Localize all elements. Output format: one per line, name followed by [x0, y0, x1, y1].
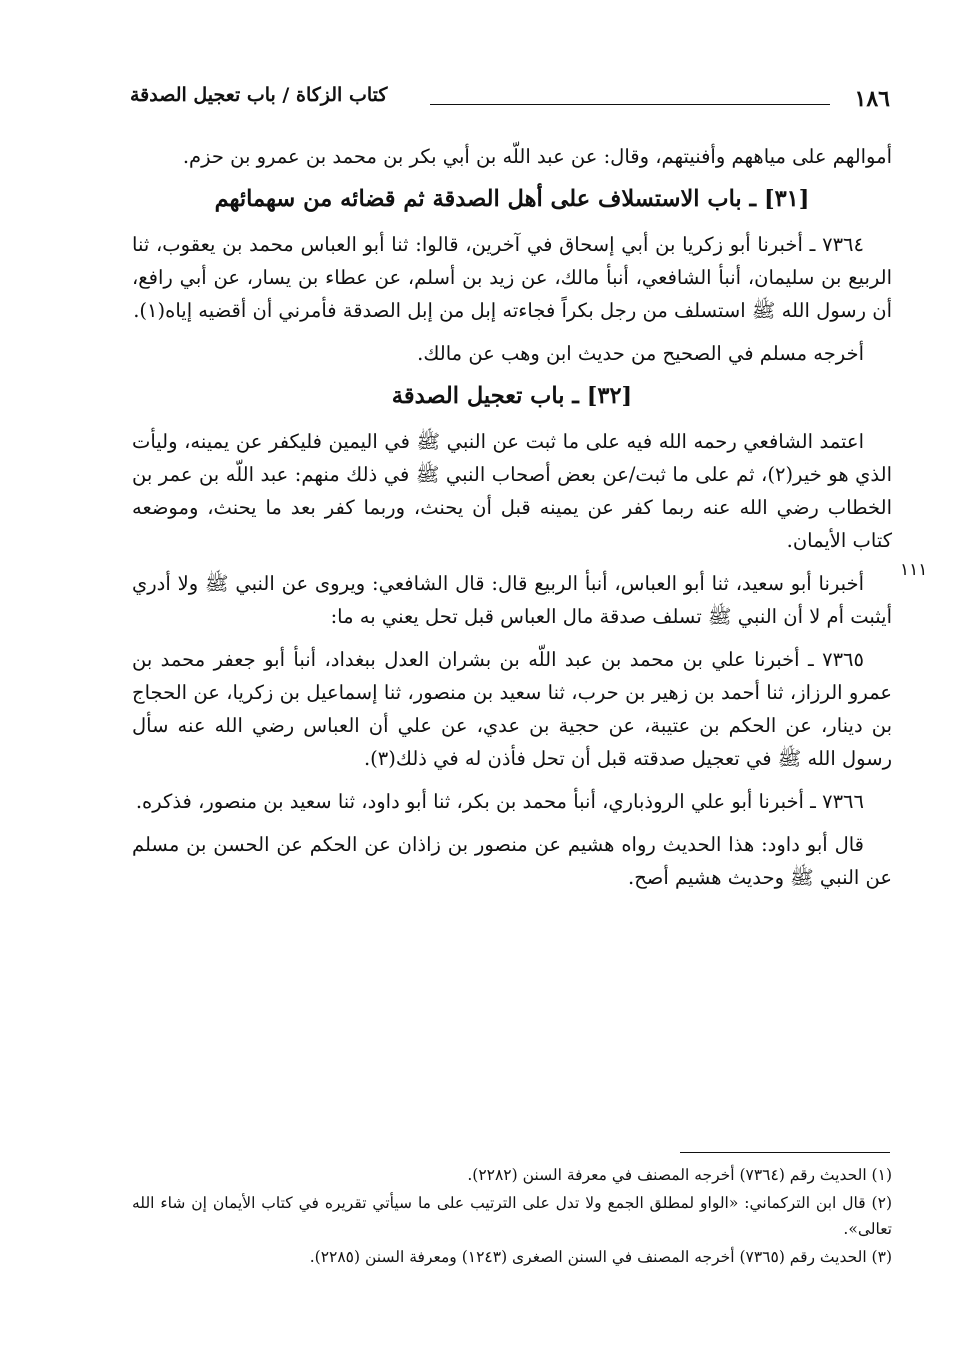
paragraph: ٧٣٦٥ ـ أخبرنا علي بن محمد بن عبد اللّه بن بشران العدل ببغداد، أنبأ أبو جعفر محمد بن عمرو الرزاز، ثنا أحمد بن زهير بن حرب، ثنا سعيد بن منصور، ثنا إسماعيل بن زكريا، عن الحجاج بن دينار، عن الحكم بن عتيبة، عن حجية بن عدي، عن علي أن العباس رضي الله عنه سأل رسول الله ﷺ في تعجيل صدقته قبل أن تحل فأذن له في ذلك(٣). — [132, 648, 892, 770]
paragraph: ٧٣٦٤ ـ أخبرنا أبو زكريا بن أبي إسحاق في آخرين، قالوا: ثنا أبو العباس محمد بن يعقوب، ثنا الربيع بن سليمان، أنبأ الشافعي، أنبأ مالك، عن زيد بن أسلم، عن عطاء بن يسار، عن أبي رافع، أن رسول الله ﷺ استسلف من رجل بكراً فجاءته إبل من إبل الصدقة فأمرني أن أقضيه إياه(١). — [132, 233, 892, 322]
footnote: (٣) الحديث رقم (٧٣٦٥) أخرجه المصنف في السنن الصغرى (١٢٤٣) ومعرفة السنن (٢٢٨٥). — [309, 1248, 892, 1266]
paragraph: اعتمد الشافعي رحمه الله فيه على ما ثبت عن النبي ﷺ في اليمين فليكفر عن يمينه، وليأت الذي هو خير(٢)، ثم على ما ثبت/عن بعض أصحاب النبي ﷺ في ذلك منهم: عبد اللّه بن عمر بن الخطاب رضي الله عنه ربما كفر عن يمينه قبل أن يحنث، وربما كفر بعد ما يحنث، وموضعه كتاب الأيمان. — [132, 430, 892, 552]
paragraph: قال أبو داود: هذا الحديث رواه هشيم عن منصور بن زاذان عن الحكم عن الحسن بن مسلم عن النبي ﷺ وحديث هشيم أصح. — [132, 833, 892, 889]
page-header — [130, 80, 890, 120]
footnote: (٢) قال ابن التركماني: «الواو لمطلق الجمع ولا تدل على الترتيب على ما سيأتي تقريره في كتاب الأيمان إن شاء الله تعالى». — [132, 1194, 892, 1238]
footnotes — [132, 1162, 892, 1272]
margin-folio-number: ١١١ — [900, 560, 928, 580]
paragraph: أخبرنا أبو سعيد، ثنا أبو العباس، أنبأ الربيع قال: قال الشافعي: ويروى عن النبي ﷺ ولا أدري أيثبت أم لا أن النبي ﷺ تسلف صدقة مال العباس قبل تحل يعني به ما: — [132, 572, 892, 628]
paragraph: أموالهم على مياههم وأفنيتهم، وقال: عن عبد اللّه بن أبي بكر بن محمد بن عمرو بن حزم. — [182, 145, 892, 168]
chapter-heading: [٣٢] ـ باب تعجيل الصدقة — [391, 383, 633, 409]
footnote: (١) الحديث رقم (٧٣٦٤) أخرجه المصنف في معرفة السنن (٢٢٨٢). — [467, 1166, 892, 1184]
header-rule — [430, 104, 830, 105]
page-number: ١٨٦ — [854, 86, 890, 112]
main-text — [132, 140, 892, 904]
paragraph: ٧٣٦٦ ـ أخبرنا أبو علي الروذباري، أنبأ محمد بن بكر، ثنا أبو داود، ثنا سعيد بن منصور، فذكره. — [135, 790, 864, 813]
running-title: كتاب الزكاة / باب تعجيل الصدقة — [130, 84, 388, 106]
footnote-rule — [680, 1152, 890, 1153]
chapter-heading: [٣١] ـ باب الاستسلاف على أهل الصدقة ثم قضائه من سهمائهم — [214, 186, 810, 212]
paragraph: أخرجه مسلم في الصحيح من حديث ابن وهب عن مالك. — [417, 342, 864, 365]
